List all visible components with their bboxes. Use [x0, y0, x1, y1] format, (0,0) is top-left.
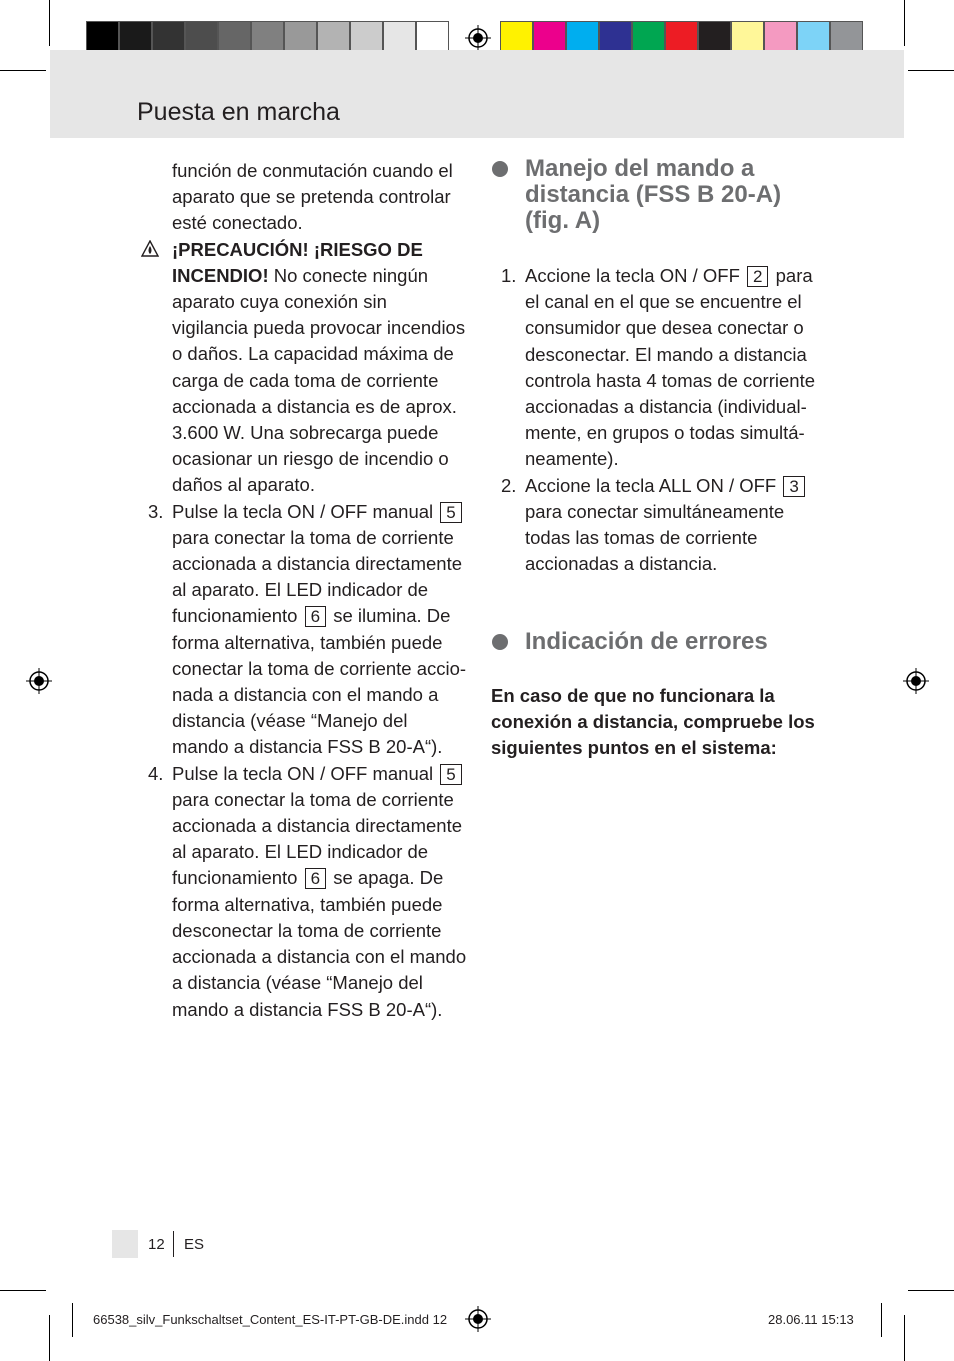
- list-item: [501, 473, 825, 578]
- page-number: 12: [148, 1236, 165, 1253]
- list-text: Accione la tecla ON / OFF: [525, 265, 740, 286]
- list-text: para conectar simultáneamente todas las tomas de corriente accionadas a distancia.: [525, 500, 785, 575]
- crop-mark: [49, 1315, 50, 1361]
- left-column: [148, 158, 467, 1023]
- warning-title: ¡PRECAUCIÓN! ¡RIESGO DE INCENDIO!: [172, 238, 423, 286]
- crop-mark: [908, 1290, 954, 1291]
- errors-intro: En caso de que no funcionara la conexión a distancia, compruebe los siguientes puntos en el sistema:: [491, 685, 815, 759]
- bullet-icon: [492, 634, 508, 650]
- list-text: para el canal en el que se encuentre el consumidor que desea conectar o desconectar. El mando a distancia controla hasta 4 tomas de corriente accionadas a distancia (individual-mente, en grupos o todas simultá-neamente).: [525, 265, 815, 470]
- reference-box: 6: [305, 868, 326, 889]
- bullet-icon: [492, 161, 508, 177]
- warning-text: No conecte ningún aparato cuya conexión sin vigilancia pueda provocar incendios o daños. La capacidad máxima de carga de cada toma de corriente accionada a distancia es de aprox. 3.600 W. Una sobrecarga puede ocasionar un riesgo de incendio o daños al aparato.: [172, 264, 466, 496]
- list-text: para conectar la toma de corriente accionada a distancia directamente al aparato. El LED indicador de funcionamiento: [172, 526, 463, 627]
- list-item: [501, 263, 825, 473]
- crop-mark: [0, 1290, 46, 1291]
- reference-box: 5: [440, 502, 461, 523]
- footer-box: [112, 1230, 138, 1258]
- list-number: 2.: [501, 474, 517, 496]
- slug-date: 28.06.11 15:13: [768, 1312, 854, 1327]
- language-code: ES: [184, 1236, 205, 1253]
- crop-mark: [908, 70, 954, 71]
- list-item: [148, 499, 467, 761]
- list-item: [148, 761, 467, 1023]
- registration-mark-icon: [465, 25, 491, 51]
- list-number: 3.: [148, 500, 164, 522]
- registration-mark-icon: [26, 668, 52, 694]
- crop-mark: [904, 0, 905, 46]
- warning-triangle-icon: [141, 240, 159, 258]
- list-text: se apaga. De forma alternativa, también puede desconectar la toma de corriente accionada a distancia con el mando a distancia (véase “Manejo del mando a distancia FSS B 20-A“).: [172, 867, 467, 1020]
- section-heading: Manejo del mando a distancia (FSS B 20-A) (fig. A): [525, 155, 782, 234]
- crop-mark: [904, 1315, 905, 1361]
- footer-divider: [173, 1231, 174, 1257]
- right-column: [501, 263, 825, 577]
- list-text: Pulse la tecla ON / OFF manual: [172, 500, 434, 522]
- crop-mark: [881, 1303, 882, 1337]
- crop-mark: [0, 70, 46, 71]
- registration-mark-icon: [903, 668, 929, 694]
- reference-box: 3: [783, 476, 804, 497]
- crop-mark: [49, 0, 50, 46]
- section-heading: Indicación de errores: [525, 628, 768, 655]
- reference-box: 5: [440, 764, 461, 785]
- intro-text: función de conmutación cuando el aparato que se pretenda controlar esté conectado.: [172, 160, 453, 234]
- registration-mark-icon: [465, 1306, 491, 1332]
- reference-box: 2: [747, 266, 768, 287]
- page-title: Puesta en marcha: [137, 98, 340, 126]
- list-number: 1.: [501, 265, 517, 286]
- list-text: se ilumina. De forma alternativa, también puede conectar la toma de corriente accio-nada a distancia con el mando a distancia (véase “Manejo del mando a distancia FSS B 20-A“).: [172, 605, 467, 758]
- list-text: para conectar la toma de corriente accionada a distancia directamente al aparato. El LED indicador de funcionamiento: [172, 788, 463, 889]
- list-text: Accione la tecla ALL ON / OFF: [525, 474, 777, 496]
- list-text: Pulse la tecla ON / OFF manual: [172, 762, 434, 784]
- slug-filename: 66538_silv_Funkschaltset_Content_ES-IT-PT-GB-DE.indd 12: [93, 1312, 448, 1327]
- list-number: 4.: [148, 762, 164, 784]
- reference-box: 6: [305, 606, 326, 627]
- crop-mark: [72, 1303, 73, 1337]
- warning-paragraph: [172, 237, 467, 499]
